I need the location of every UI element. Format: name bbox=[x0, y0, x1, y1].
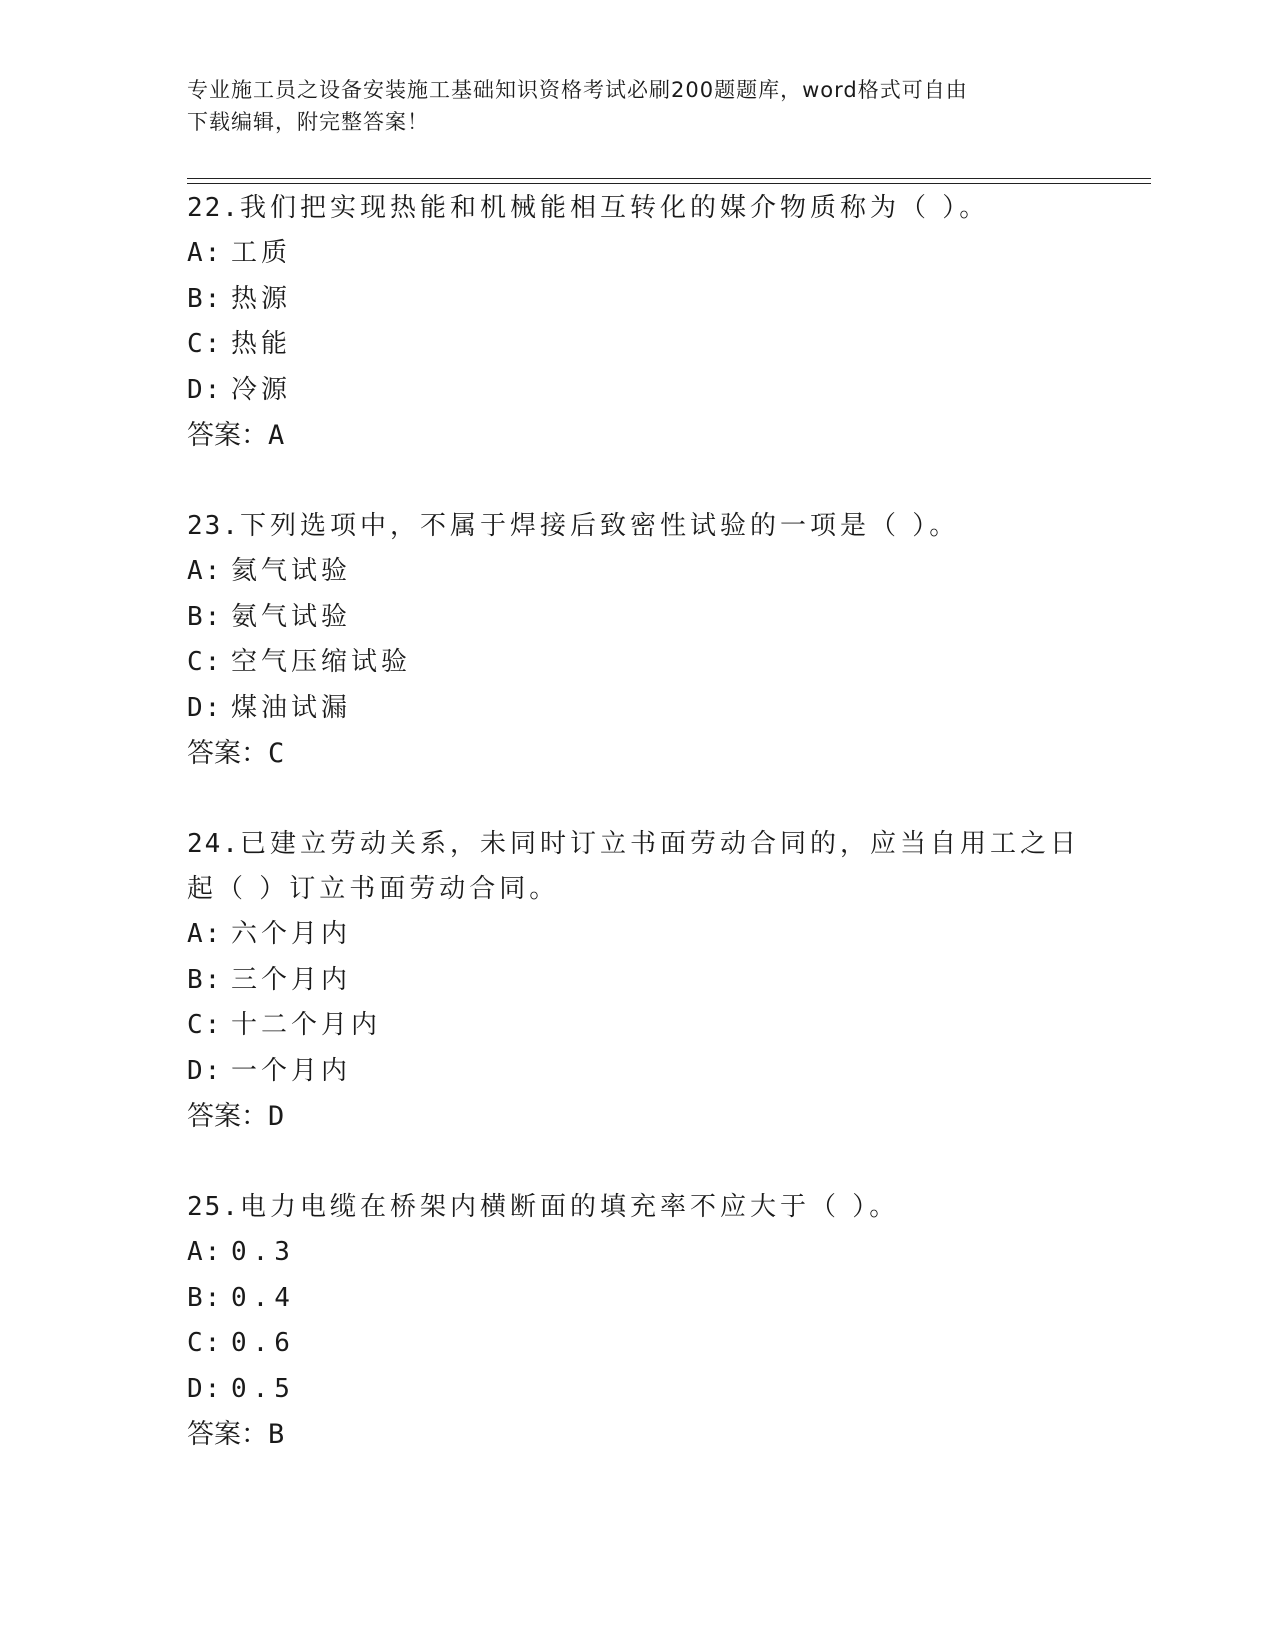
option-letter: A: bbox=[187, 919, 223, 949]
answer-value: B bbox=[268, 1419, 285, 1450]
option-c bbox=[187, 640, 1087, 686]
option-text: 0.4 bbox=[231, 1282, 296, 1313]
option-letter: A: bbox=[187, 556, 223, 586]
option-letter: C: bbox=[187, 647, 223, 677]
question-text: 我们把实现热能和机械能相互转化的媒介物质称为（ ）。 bbox=[239, 193, 990, 223]
option-text: 热源 bbox=[231, 283, 292, 314]
option-c bbox=[187, 1321, 1087, 1367]
option-a bbox=[187, 231, 1087, 277]
option-c bbox=[187, 1003, 1087, 1049]
document-header bbox=[187, 74, 1067, 138]
question-number: 24. bbox=[187, 829, 240, 859]
option-text: 热能 bbox=[231, 329, 292, 359]
option-letter: C: bbox=[187, 329, 223, 359]
question-number: 22. bbox=[187, 193, 240, 223]
option-d bbox=[187, 686, 1087, 732]
option-letter: B: bbox=[187, 283, 223, 314]
answer-line bbox=[187, 1412, 1087, 1457]
answer-line bbox=[187, 731, 1087, 776]
option-letter: C: bbox=[187, 1328, 223, 1358]
answer-label: 答案： bbox=[187, 1419, 268, 1450]
question-text: 电力电缆在桥架内横断面的填充率不应大于（ ）。 bbox=[239, 1192, 900, 1222]
option-d bbox=[187, 368, 1087, 414]
answer-label: 答案： bbox=[187, 420, 268, 451]
option-letter: D: bbox=[187, 374, 223, 405]
option-c bbox=[187, 322, 1087, 368]
option-text: 0.3 bbox=[231, 1237, 296, 1267]
option-letter: D: bbox=[187, 692, 223, 723]
option-text: 冷源 bbox=[231, 374, 292, 405]
answer-label: 答案： bbox=[187, 1101, 268, 1132]
question-23 bbox=[187, 504, 1087, 776]
option-text: 工质 bbox=[231, 238, 292, 268]
question-25 bbox=[187, 1185, 1087, 1457]
option-letter: B: bbox=[187, 601, 223, 632]
question-22 bbox=[187, 186, 1087, 458]
question-stem bbox=[187, 186, 1087, 231]
option-text: 六个月内 bbox=[231, 919, 352, 949]
header-line-1: 专业施工员之设备安装施工基础知识资格考试必刷200题题库，word格式可自由 bbox=[187, 78, 968, 102]
option-letter: B: bbox=[187, 1282, 223, 1313]
answer-value: C bbox=[268, 738, 285, 769]
option-letter: A: bbox=[187, 1237, 223, 1267]
option-d bbox=[187, 1049, 1087, 1095]
answer-line bbox=[187, 413, 1087, 458]
answer-value: D bbox=[268, 1101, 285, 1132]
answer-label: 答案： bbox=[187, 738, 268, 769]
option-a bbox=[187, 1230, 1087, 1276]
question-24 bbox=[187, 822, 1087, 1139]
option-b bbox=[187, 277, 1087, 323]
option-a bbox=[187, 912, 1087, 958]
question-stem bbox=[187, 504, 1087, 549]
answer-line bbox=[187, 1094, 1087, 1139]
option-text: 一个月内 bbox=[231, 1055, 352, 1086]
question-text: 下列选项中，不属于焊接后致密性试验的一项是（ ）。 bbox=[239, 511, 960, 541]
option-b bbox=[187, 595, 1087, 641]
question-number: 25. bbox=[187, 1192, 240, 1222]
option-text: 氦气试验 bbox=[231, 556, 352, 586]
option-text: 0.6 bbox=[231, 1328, 296, 1358]
question-text: 已建立劳动关系，未同时订立书面劳动合同的，应当自用工之日起（ ）订立书面劳动合同。 bbox=[187, 829, 1080, 904]
option-text: 0.5 bbox=[231, 1373, 296, 1404]
header-divider-top bbox=[187, 178, 1151, 179]
question-stem bbox=[187, 822, 1087, 912]
header-divider-bottom bbox=[187, 183, 1151, 184]
option-b bbox=[187, 1276, 1087, 1322]
option-text: 氨气试验 bbox=[231, 601, 352, 632]
question-number: 23. bbox=[187, 511, 240, 541]
option-a bbox=[187, 549, 1087, 595]
option-text: 煤油试漏 bbox=[231, 692, 352, 723]
answer-value: A bbox=[268, 420, 285, 451]
option-b bbox=[187, 958, 1087, 1004]
option-letter: D: bbox=[187, 1055, 223, 1086]
option-letter: D: bbox=[187, 1373, 223, 1404]
option-text: 三个月内 bbox=[231, 964, 352, 995]
option-letter: A: bbox=[187, 238, 223, 268]
option-letter: B: bbox=[187, 964, 223, 995]
option-text: 十二个月内 bbox=[231, 1010, 382, 1040]
option-text: 空气压缩试验 bbox=[231, 647, 412, 677]
question-stem bbox=[187, 1185, 1087, 1230]
header-line-2: 下载编辑，附完整答案！ bbox=[187, 110, 429, 134]
option-letter: C: bbox=[187, 1010, 223, 1040]
option-d bbox=[187, 1367, 1087, 1413]
